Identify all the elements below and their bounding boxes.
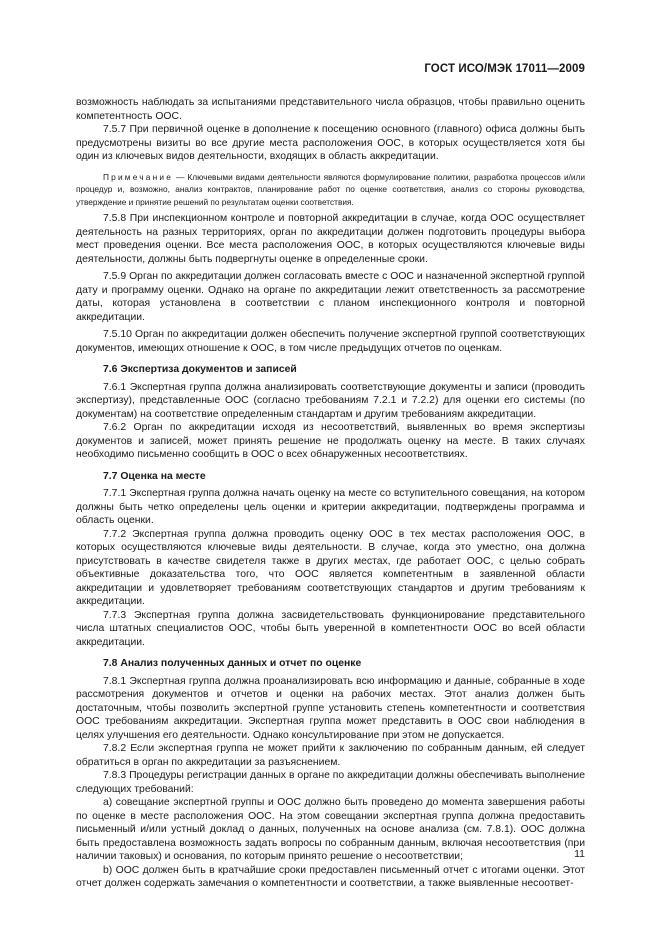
paragraph-7-7-3: 7.7.3 Экспертная группа должна засвидетельствовать функционирование представительного числа штатных специалистов ООС, чтобы быть уверенной в компетентности ООС во всей области аккредитации. [76,609,585,648]
paragraph-7-7-1: 7.7.1 Экспертная группа должна начать оценку на месте со вступительного совещания, на котором должны быть четко определены цель оценки и критерии аккредитации, подтверждены программа и область оценки. [76,488,585,526]
paragraph-7-5-9: 7.5.9 Орган по аккредитации должен согласовать вместе с ООС и назначенной экспертной группой дату и программу оценки. Однако на органе по аккредитации лежит ответственность за рассмотрение даты, которая установлена в соответствии с планом инспекционного контроля и повторной аккредитации. [76,271,585,323]
paragraph-intro: возможность наблюдать за испытаниями представительного числа образцов, чтобы правильно оценить компетентность ООС. [76,97,585,122]
document-body [76,96,585,891]
note-text: — Ключевыми видами деятельности являются формулирование политики, разработка процессов и/или процедур и, возможно, анализ контрактов, планирование работ по оценке соответствия, анализ со стороны руководства, утверждение и принятие решений по результатам оценки соответствия. [76,171,585,207]
paragraph-7-6-2: 7.6.2 Орган по аккредитации исходя из несоответствий, выявленных во время экспертизы документов и записей, может принять решение не продолжать оценку на месте. В таких случаях необходимо письменно сообщить в ООС о всех обнаруженных несоответствиях. [76,422,585,460]
paragraph-7-8-2: 7.8.2 Если экспертная группа не может прийти к заключению по собранным данным, ей следует обратиться в орган по аккредитации за разъяснением. [76,743,585,768]
paragraph-7-8-3: 7.8.3 Процедуры регистрации данных в органе по аккредитации должны обеспечивать выполнение следующих требований: [76,770,585,795]
paragraph-7-7-2: 7.7.2 Экспертная группа должна проводить оценку ООС в тех местах расположения ООС, в которых осуществляются ключевые виды деятельности. В случае, когда это уместно, она должна присутствовать в качестве свидетеля также в других местах, где работает ООС, с целью собрать объективные доказательства того, что ООС является компетентным в заявленной области аккредитации и удовлетворяет требованиям соответствующих стандартов и другим требованиям к аккредитации. [76,528,585,607]
note-label: Примечание [103,171,174,182]
document-header: ГОСТ ИСО/МЭК 17011—2009 [424,63,585,75]
paragraph-7-8-1: 7.8.1 Экспертная группа должна проанализировать всю информацию и данные, собранные в ходе рассмотрения документов и отчетов и оценки на рабочих местах. Этот анализ должен быть достаточным, чтобы позволить экспертной группе установить степень компетентности и соответствия ООС требованиям аккредитации. Экспертная группа может представить в ООС свои наблюдения в целях улучшения его деятельности. Однако консультирование при этом не допускается. [76,675,585,741]
section-heading-7-6: 7.6 Экспертиза документов и записей [103,364,297,375]
section-heading-7-8: 7.8 Анализ полученных данных и отчет по оценке [103,658,362,669]
list-item-b: b) ООС должен быть в кратчайшие сроки предоставлен письменный отчет с итогами оценки. Этот отчет должен содержать замечания о компетентности и соответствии, а также выявленные несоответ- [76,864,585,889]
section-heading-7-7: 7.7 Оценка на месте [103,470,206,482]
page-number: 11 [574,848,585,860]
paragraph-7-5-8: 7.5.8 При инспекционном контроле и повторной аккредитации в случае, когда ООС осуществляет деятельность на разных территориях, орган по аккредитации должен подготовить процедуры выбора мест проведения оценки. Все места расположения ООС, в которых осуществляются ключевые виды деятельности, должны быть подвергнуты оценке в определенные сроки. [76,213,585,265]
paragraph-7-5-10: 7.5.10 Орган по аккредитации должен обеспечить получение экспертной группой соответствующих документов, имеющих отношение к ООС, в том числе предыдущих отчетов по оценкам. [76,329,585,354]
paragraph-7-5-7: 7.5.7 При первичной оценке в дополнение к посещению основного (главного) офиса должны быть предусмотрены визиты во все другие места расположения ООС, в которых осуществляется хотя бы один из ключевых видов деятельности, входящих в область аккредитации. [76,124,585,162]
list-item-a: а) совещание экспертной группы и ООС должно быть проведено до момента завершения работы по оценке в месте расположения ООС. На этом совещании экспертная группа должна предоставить письменный и/или устный доклад о данных, полученных на основе анализа (см. 7.8.1). ООС должна быть предоставлена возможность задать вопросы по собранным данным, включая несоответствия (при наличии таковых) и основания, по которым принято решение о несоответствии; [76,797,585,862]
paragraph-7-6-1: 7.6.1 Экспертная группа должна анализировать соответствующие документы и записи (проводить экспертизу), представленные ООС (согласно требованиям 7.2.1 и 7.2.2) для оценки его системы (по документам) на соответствие определенным стандартам и другим требованиям аккредитации. [76,381,585,420]
note [76,171,585,209]
